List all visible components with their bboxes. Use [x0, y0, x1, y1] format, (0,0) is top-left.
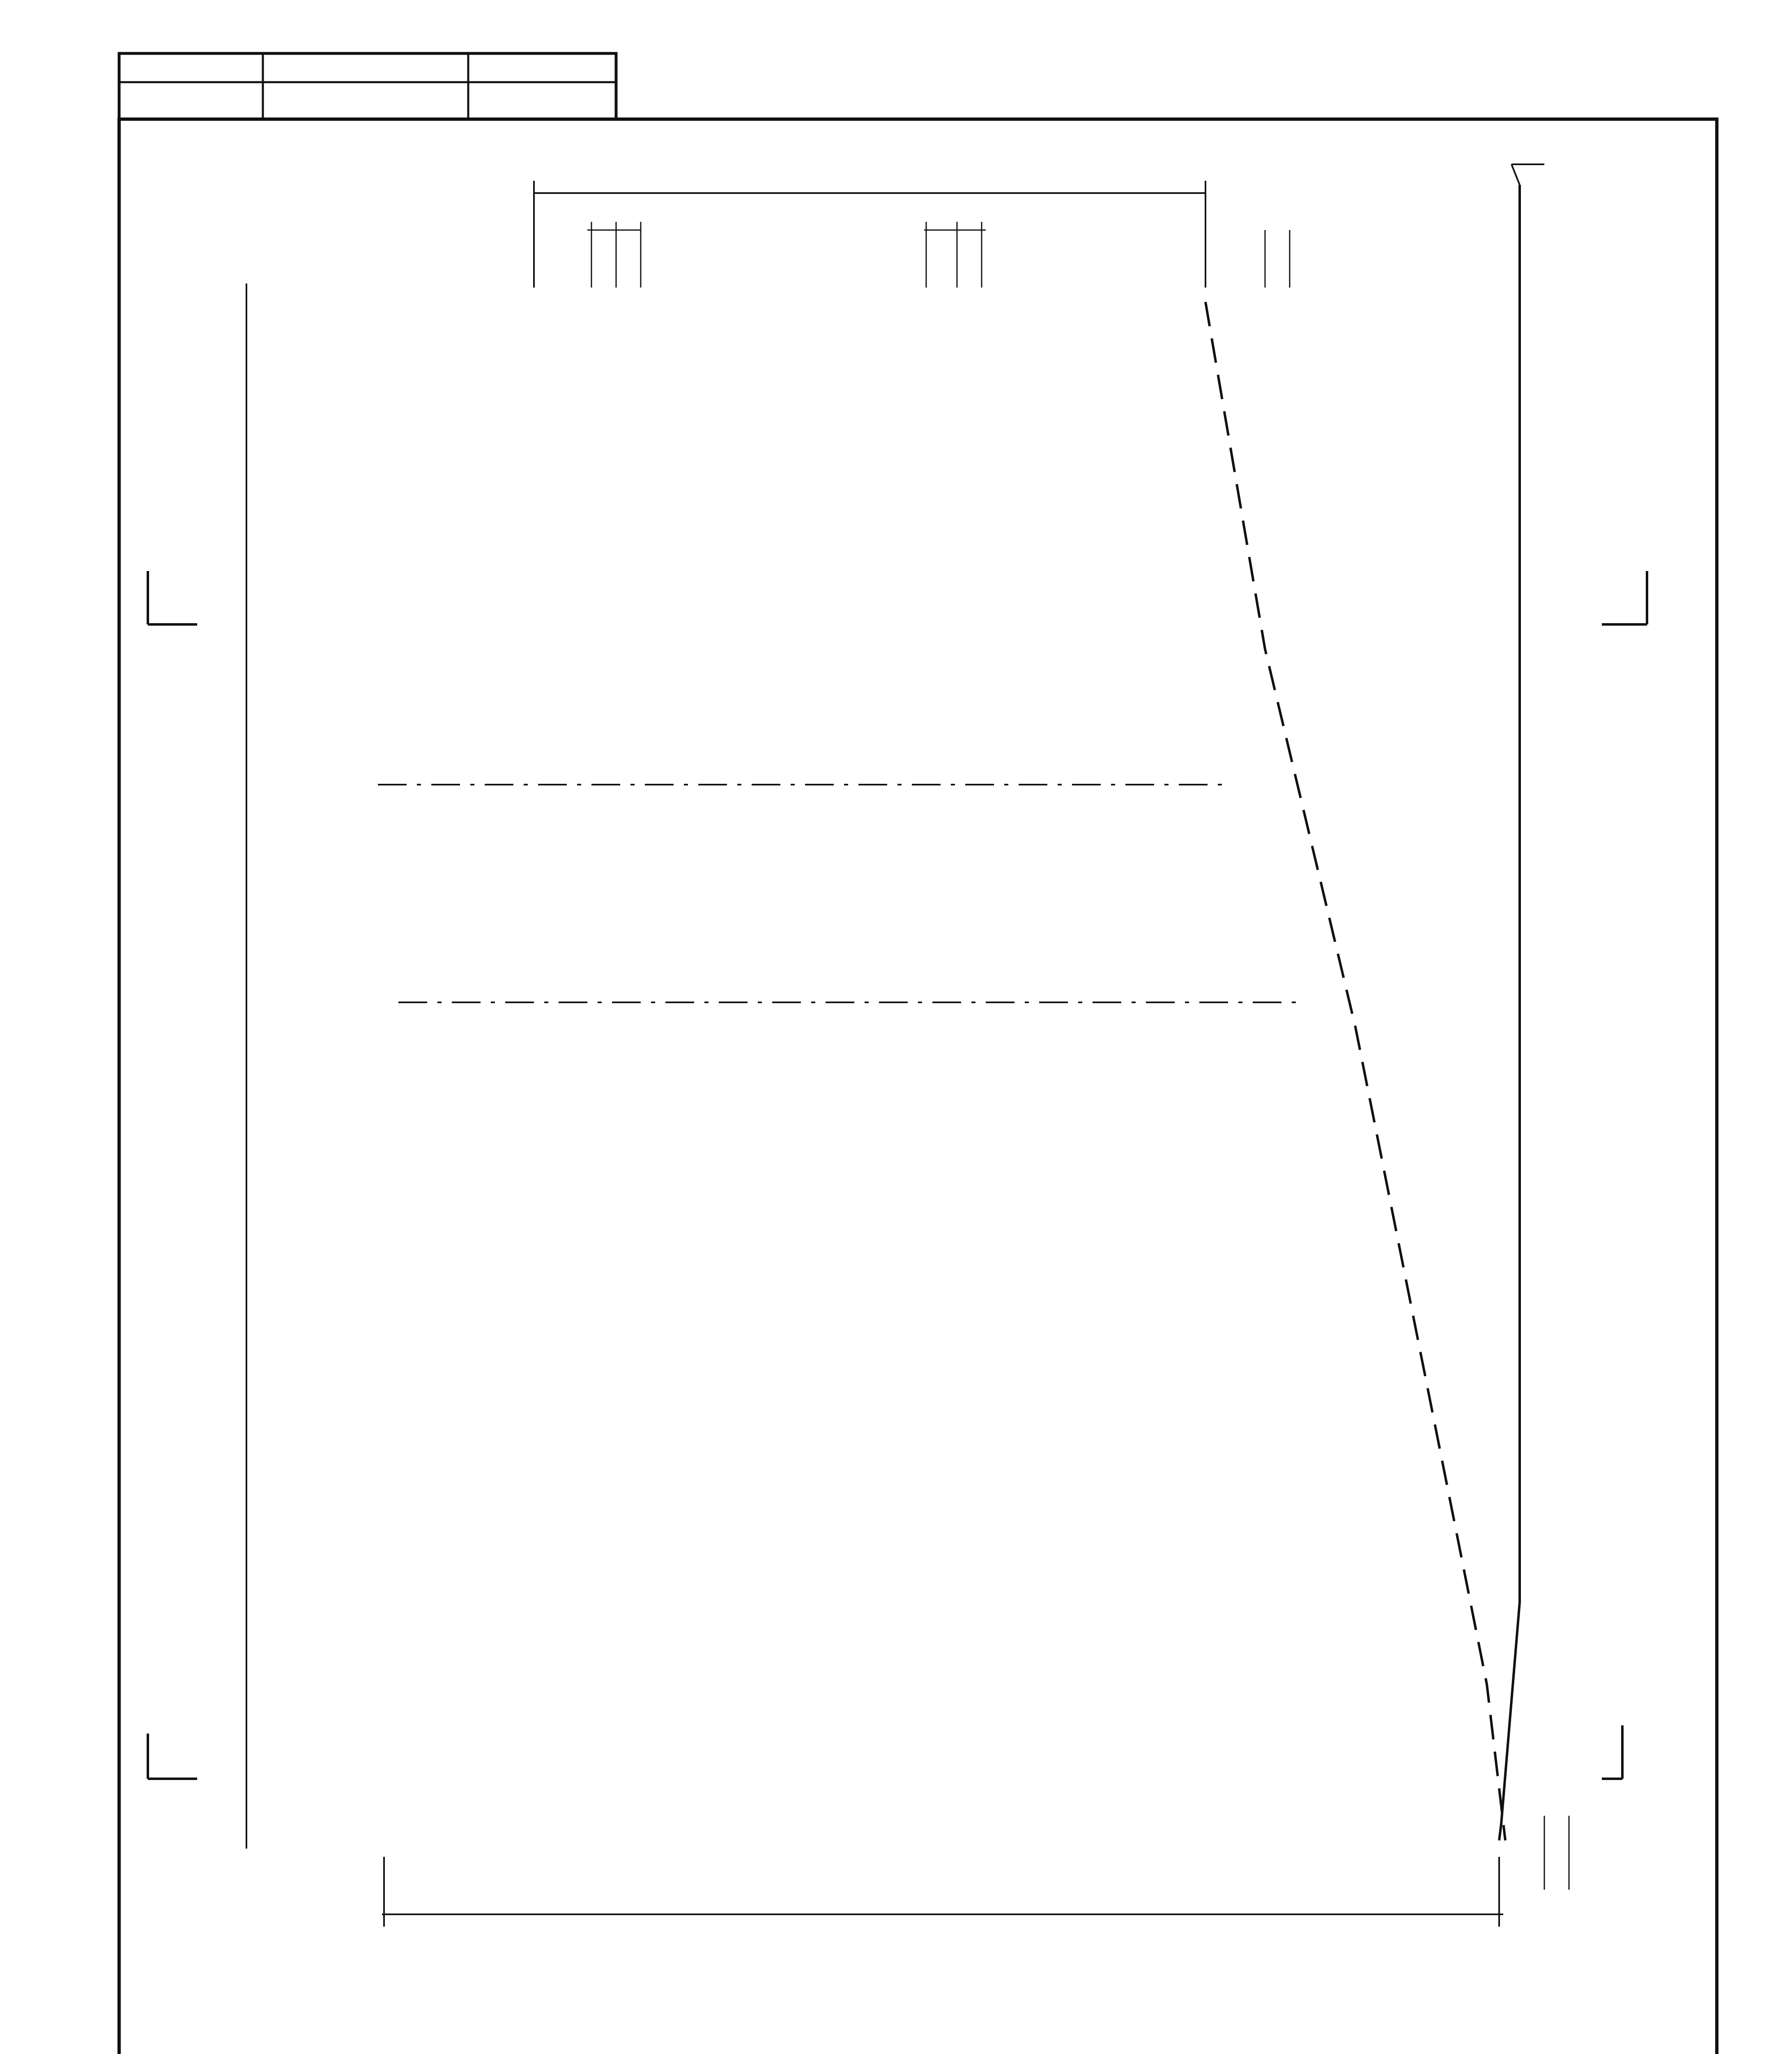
drawing-frame: [119, 119, 1717, 2054]
dim-top: [534, 181, 1290, 288]
hidden-edge-dashed: [1205, 302, 1505, 1840]
cage-right-edge: [1499, 185, 1520, 1840]
section-b-left: [148, 1734, 197, 1779]
section-b-right: [1602, 1725, 1622, 1779]
section-a-right: [1602, 571, 1647, 624]
callout-1: [1511, 164, 1544, 185]
section-a-left: [148, 571, 197, 624]
stamp-header: [119, 53, 616, 119]
dim-bottom: [382, 1816, 1569, 1927]
